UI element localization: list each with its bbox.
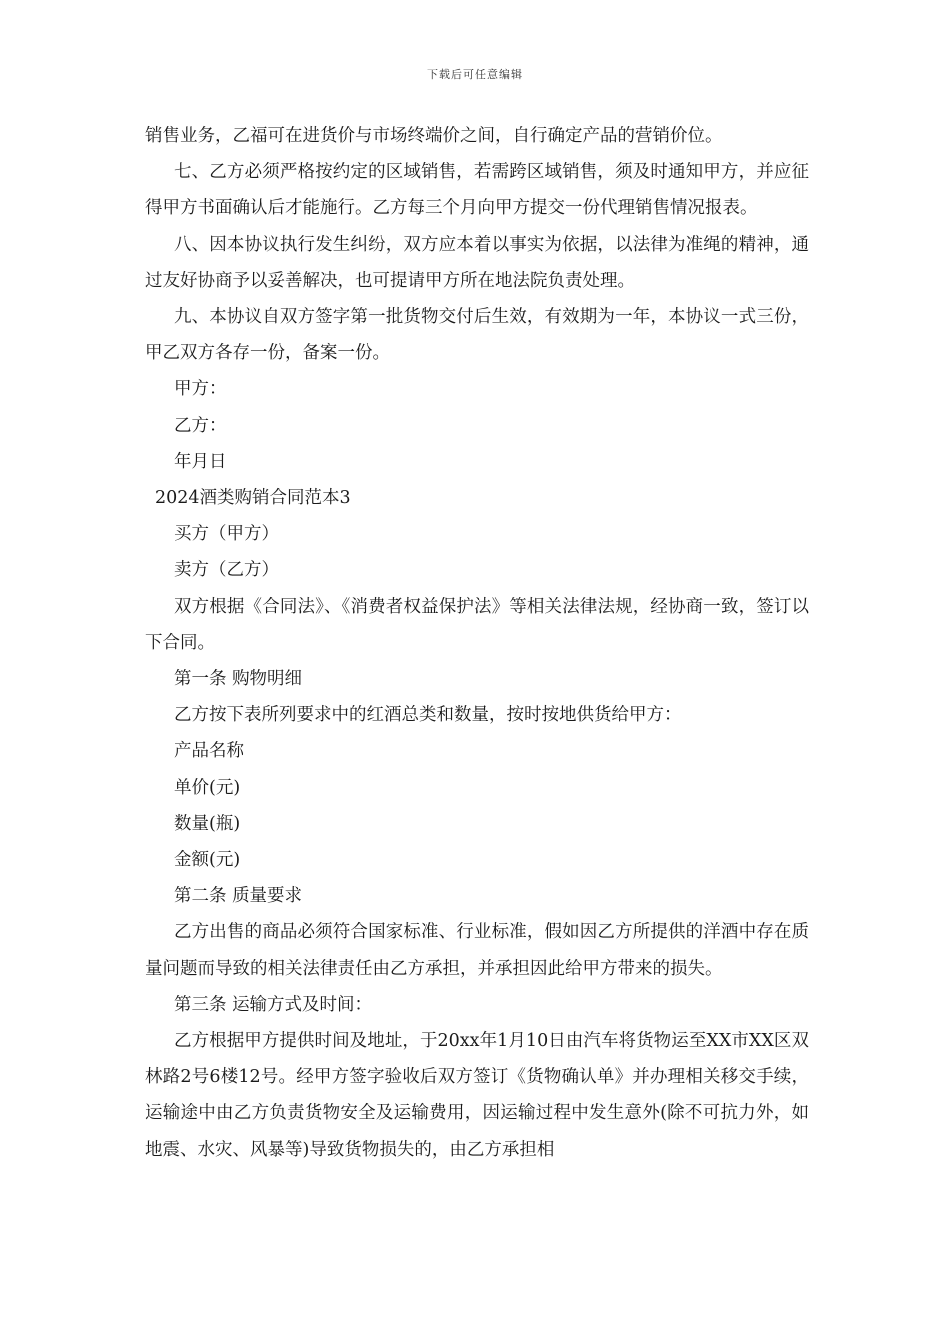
field-quantity: 数量(瓶): [174, 813, 241, 834]
article-2-body: 乙方出售的商品必须符合国家标准、行业标准，假如因乙方所提供的洋酒中存在质量问题而导致的相关法律责任由乙方承担，并承担因此给甲方带来的损失。: [145, 922, 809, 979]
party-a-signature-line: 甲方：: [174, 379, 227, 400]
document-body: [145, 118, 809, 1168]
article-3-heading: 第三条 运输方式及时间：: [174, 994, 373, 1015]
date-line: 年月日: [174, 451, 227, 472]
party-b-signature-line: 乙方：: [174, 415, 227, 436]
article-3-body: 乙方根据甲方提供时间及地址，于20xx年1月10日由汽车将货物运至XX市XX区双林路2号6楼12号。经甲方签字验收后双方签订《货物确认单》并办理相关移交手续，运输途中由乙方负责货物安全及运输费用，因运输过程中发生意外(除不可抗力外，如地震、水灾、风暴等)导致货物损失的，由乙方承担相: [145, 1031, 809, 1160]
paragraph-1: 销售业务，乙福可在进货价与市场终端价之间，自行确定产品的营销价位。: [145, 126, 723, 146]
paragraph-preamble: 双方根据《合同法》、《消费者权益保护法》等相关法律法规，经协商一致，签订以下合同。: [145, 596, 809, 653]
article-2-heading: 第二条 质量要求: [174, 886, 303, 907]
field-unit-price: 单价(元): [174, 777, 241, 798]
article-1-body: 乙方按下表所列要求中的红酒总类和数量，按时按地供货给甲方：: [174, 705, 682, 726]
paragraph-clause-9: 九、本协议自双方签字第一批货物交付后生效，有效期为一年，本协议一式三份，甲乙双方各存一份，备案一份。: [145, 307, 809, 364]
paragraph-clause-8: 八、因本协议执行发生纠纷，双方应本着以事实为依据，以法律为准绳的精神，通过友好协商予以妥善解决，也可提请甲方所在地法院负责处理。: [145, 234, 809, 291]
paragraph-clause-7: 七、乙方必须严格按约定的区域销售，若需跨区域销售，须及时通知甲方，并应征得甲方书面确认后才能施行。乙方每三个月向甲方提交一份代理销售情况报表。: [145, 162, 809, 219]
page-header-note: 下载后可任意编辑: [427, 68, 523, 81]
seller-line: 卖方（乙方）: [174, 560, 279, 581]
article-1-heading: 第一条 购物明细: [174, 669, 303, 690]
field-product-name: 产品名称: [174, 741, 244, 762]
field-amount: 金额(元): [174, 850, 241, 871]
section-title: 2024酒类购销合同范本3: [155, 488, 351, 509]
buyer-line: 买方（甲方）: [174, 524, 279, 545]
